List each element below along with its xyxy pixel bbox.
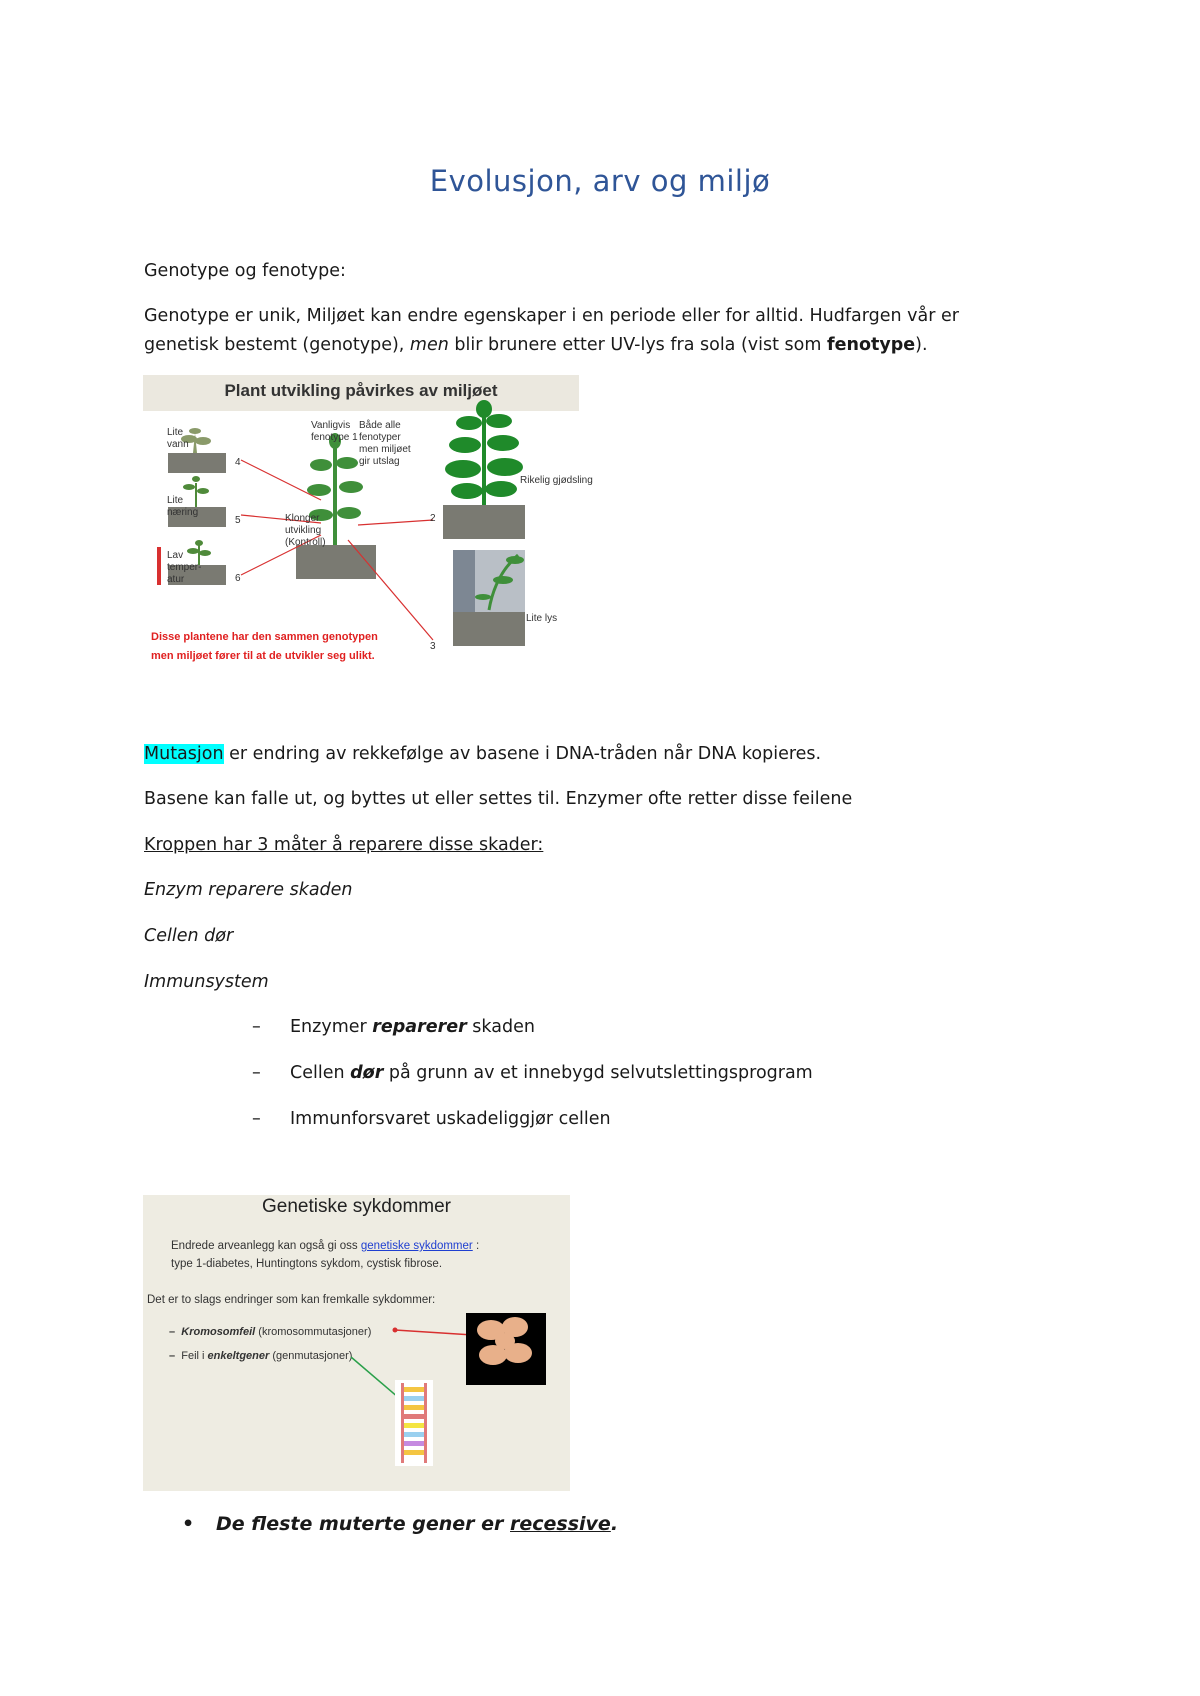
red-note-line1: Disse plantene har den sammen genotypen (151, 631, 378, 643)
figure2-line2: type 1-diabetes, Huntingtons sykdom, cystisk fibrose. (171, 1258, 443, 1270)
figure2-title: Genetiske sykdommer (261, 1196, 451, 1217)
label-num-5: 5 (235, 515, 241, 526)
page-title: Evolusjon, arv og miljø (429, 164, 771, 198)
label-lav-temperatur: Lav temper- atur (167, 550, 202, 585)
figure2-illustration (143, 1195, 570, 1491)
red-note-line2: men miljøet fører til at de utvikler seg ulikt. (151, 650, 375, 662)
italic-item-immunsystem: Immunsystem (144, 972, 269, 992)
text-men: men (409, 335, 449, 355)
paragraph-genotype-line2 (144, 331, 1044, 360)
italic-item-enzym: Enzym reparere skaden (144, 880, 353, 900)
text-brunere: blir brunere etter UV-lys fra sola (vist som (448, 335, 827, 355)
bullet-dot: • (182, 1513, 195, 1535)
heading-kroppen: Kroppen har 3 måter å reparere disse skader: (144, 835, 544, 855)
figure2-feil-i: Feil i (181, 1350, 208, 1362)
figure2-line3: Det er to slags endringer som kan fremkalle sykdommer: (147, 1294, 436, 1306)
italic-item-cellen: Cellen dør (144, 926, 234, 946)
soil-block-rich (443, 505, 525, 539)
label-num-4: 4 (235, 457, 241, 468)
paragraph-mutasjon (144, 740, 1044, 769)
dash-text: skaden (466, 1017, 535, 1037)
figure2-kromosom-note: (kromosommutasjoner) (255, 1326, 372, 1338)
figure2-kromosomfeil: Kromosomfeil (181, 1326, 256, 1338)
figure2-enkeltgener: enkeltgener (207, 1350, 270, 1362)
figure2-line1-text: Endrede arveanlegg kan også gi oss (171, 1240, 361, 1252)
dash-mark: – (252, 1109, 261, 1129)
figure2-gen-note: (genmutasjoner) (269, 1350, 353, 1362)
figure-plant-header-text: Plant utvikling påvirkes av miljøet (224, 381, 498, 400)
figure2-dash: – (169, 1350, 176, 1362)
text-genetisk: genetisk bestemt (genotype), (144, 335, 410, 355)
bullet-text: De fleste muterte gener er (216, 1513, 511, 1535)
dash-text-emph: dør (350, 1063, 384, 1083)
red-pointer-dot (393, 1328, 398, 1333)
label-kontroll: Klonger utvikling (Kontroll) (285, 513, 326, 548)
dash-text: på grunn av et innebygd selvutslettingsprogram (383, 1063, 813, 1083)
label-lite-vann: Lite vann (167, 427, 189, 450)
figure-genetiske-sykdommer (143, 1195, 570, 1491)
dash-text: Cellen (290, 1063, 351, 1083)
figure2-dash: – (169, 1326, 176, 1338)
highlight-mutasjon: Mutasjon (144, 744, 224, 764)
label-num-2: 2 (430, 513, 436, 524)
figure2-link-genetiske-sykdommer[interactable]: genetiske sykdommer (360, 1240, 473, 1252)
label-num-3: 3 (430, 641, 436, 652)
label-lite-lys: Lite lys (526, 613, 558, 624)
dash-text: Enzymer (290, 1017, 373, 1037)
dash-mark: – (252, 1017, 261, 1037)
dash-text-emph: reparerer (372, 1017, 467, 1037)
red-pointer-line (395, 1330, 473, 1335)
text-fenotype: fenotype (827, 335, 916, 355)
label-genotype1: Vanligvis fenotype 1 (311, 420, 358, 443)
label-rikelig-gjodsling: Rikelig gjødsling (520, 475, 593, 486)
soil-block-light (453, 610, 525, 646)
light-box-shade (453, 550, 475, 612)
figure-plant-development (143, 375, 593, 675)
dash-text: Immunforsvaret uskadeliggjør cellen (290, 1109, 611, 1129)
figure2-line1-end: : (472, 1240, 480, 1252)
paragraph-genotype-line1: Genotype er unik, Miljøet kan endre egenskaper i en periode eller for alltid. Hudfargen vår er (144, 306, 959, 326)
text-mutasjon-rest: er endring av rekkefølge av basene i DNA-tråden når DNA kopieres. (223, 744, 822, 764)
soil-block-center (296, 545, 376, 579)
bullet-period: . (610, 1513, 619, 1535)
paragraph-genotype (144, 302, 1044, 360)
paragraph-basene: Basene kan falle ut, og byttes ut eller settes til. Enzymer ofte retter disse feilene (144, 789, 853, 809)
plant-rich (445, 400, 523, 505)
text-close: ). (915, 335, 928, 355)
heading-genotype-fenotype: Genotype og fenotype: (144, 261, 346, 281)
soil-block-a (168, 453, 226, 473)
label-num-6: 6 (235, 573, 241, 584)
label-genotype2: Både alle fenotyper men miljøet gir utslag (359, 420, 411, 467)
bullet-recessive: recessive (510, 1513, 611, 1535)
thermometer-icon (157, 547, 161, 585)
dash-mark: – (252, 1063, 261, 1083)
label-lite-naering: Lite næring (167, 495, 199, 518)
